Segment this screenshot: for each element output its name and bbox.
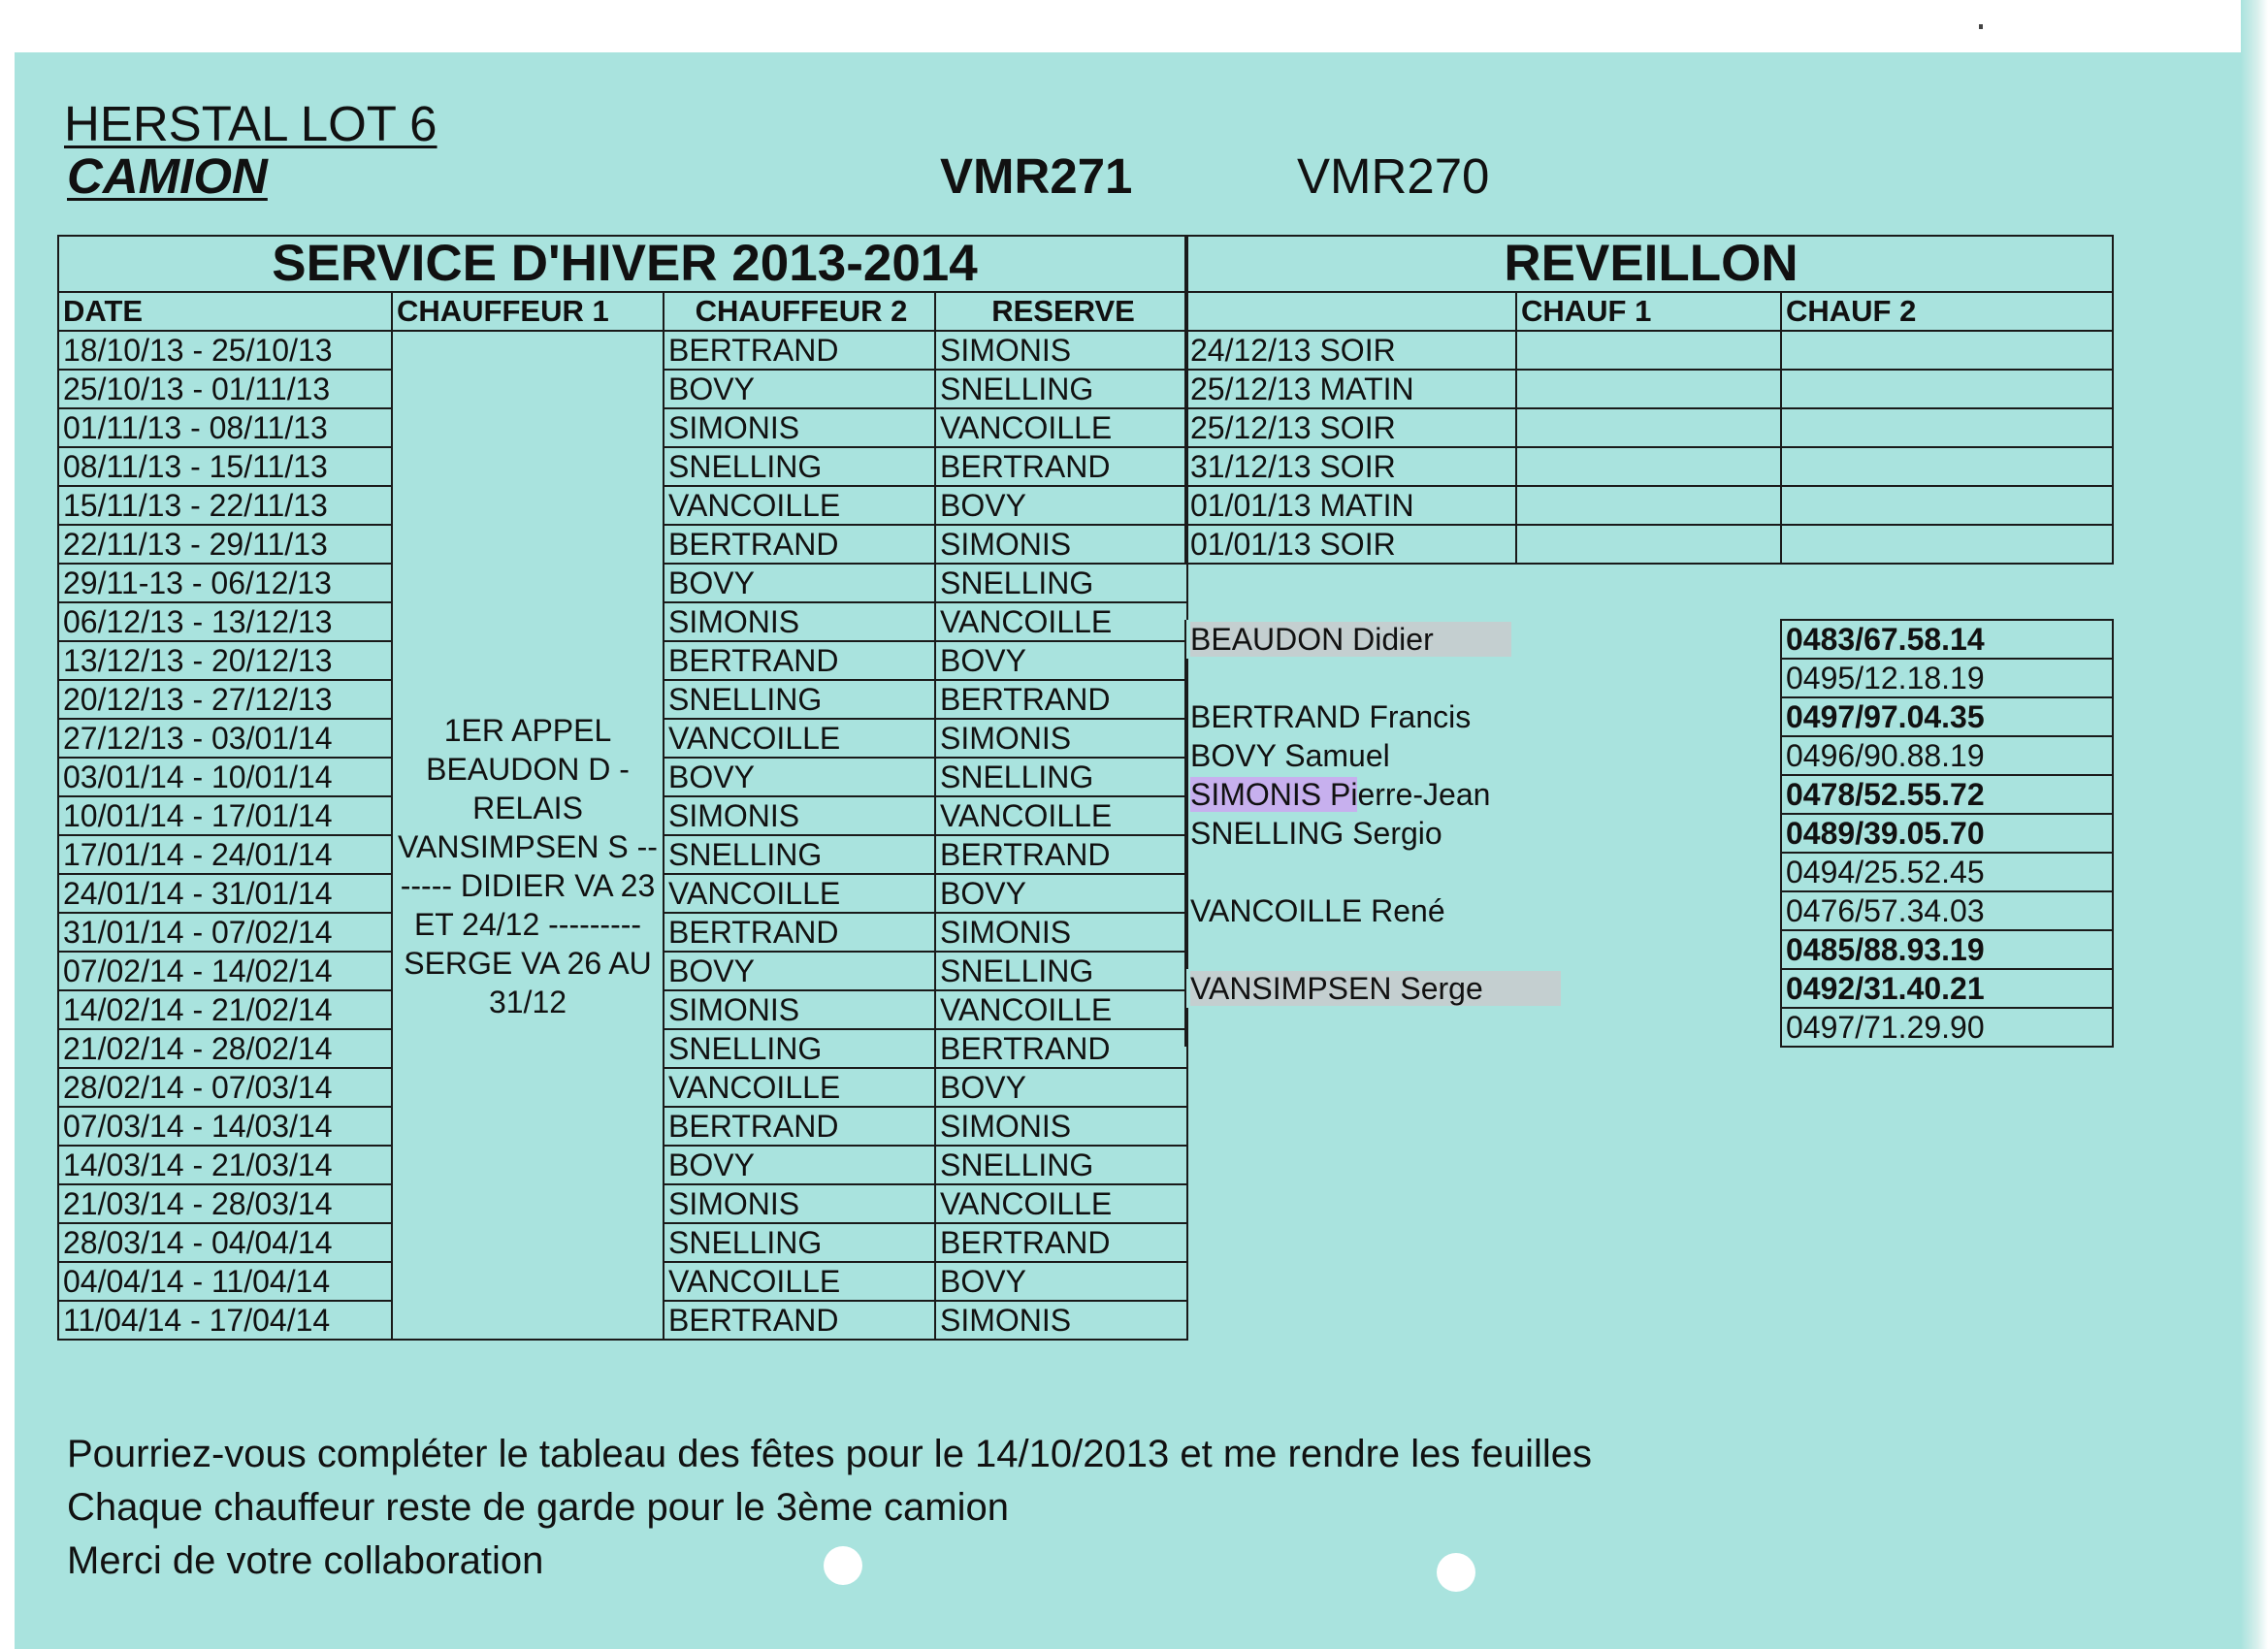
date-cell: 01/11/13 - 08/11/13 (58, 408, 392, 447)
reserve-cell: SNELLING (935, 952, 1187, 990)
chauffeur-1-note-text: 1ER APPEL BEAUDON D - RELAIS VANSIMPSEN S ------- DIDIER VA 23 ET 24/12 --------- SERGE VA 26 AU 31/12 (398, 713, 658, 1019)
contact-row (1185, 620, 2113, 659)
chauffeur-2-cell: BERTRAND (664, 641, 935, 680)
chauffeur-2-cell: BOVY (664, 564, 935, 602)
col-chauffeur-2: CHAUFFEUR 2 (664, 292, 935, 331)
vehicle-type: CAMION (67, 148, 268, 204)
contact-name (1185, 853, 1781, 891)
date-cell: 22/11/13 - 29/11/13 (58, 525, 392, 564)
reserve-cell: SNELLING (935, 1146, 1187, 1184)
contact-name-main: VANCOILLE René (1190, 893, 1445, 928)
contact-name-main: SNELLING Sergio (1190, 816, 1442, 851)
contact-name-main: VANSIMPSEN Serge (1190, 971, 1561, 1006)
reserve-cell: SIMONIS (935, 913, 1187, 952)
reserve-cell: BERTRAND (935, 447, 1187, 486)
reveillon-row (1185, 486, 2113, 525)
reveillon-slot: 24/12/13 SOIR (1185, 331, 1516, 370)
chauffeur-2-cell: SNELLING (664, 835, 935, 874)
date-cell: 07/03/14 - 14/03/14 (58, 1107, 392, 1146)
contact-phone: 0476/57.34.03 (1781, 891, 2113, 930)
date-cell: 10/01/14 - 17/01/14 (58, 796, 392, 835)
date-cell: 14/02/14 - 21/02/14 (58, 990, 392, 1029)
date-cell: 28/02/14 - 07/03/14 (58, 1068, 392, 1107)
chauf-1-cell (1516, 447, 1781, 486)
table-row (58, 331, 1187, 370)
date-cell: 28/03/14 - 04/04/14 (58, 1223, 392, 1262)
date-cell: 27/12/13 - 03/01/14 (58, 719, 392, 758)
reveillon-slot: 01/01/13 MATIN (1185, 486, 1516, 525)
contact-row (1185, 697, 2113, 736)
reserve-cell: SIMONIS (935, 1301, 1187, 1340)
date-cell: 14/03/14 - 21/03/14 (58, 1146, 392, 1184)
date-cell: 21/03/14 - 28/03/14 (58, 1184, 392, 1223)
chauf-2-cell (1781, 447, 2113, 486)
date-cell: 04/04/14 - 11/04/14 (58, 1262, 392, 1301)
reveillon-row (1185, 447, 2113, 486)
reveillon-row (1185, 331, 2113, 370)
reserve-cell: VANCOILLE (935, 602, 1187, 641)
vehicle-plate-1: VMR271 (940, 148, 1133, 204)
reveillon-slot: 25/12/13 MATIN (1185, 370, 1516, 408)
reserve-cell: SNELLING (935, 758, 1187, 796)
reserve-cell: SIMONIS (935, 331, 1187, 370)
contact-phone: 0489/39.05.70 (1781, 814, 2113, 853)
col-date: DATE (58, 292, 392, 331)
reserve-cell: BOVY (935, 1262, 1187, 1301)
contact-name (1185, 775, 1781, 814)
contact-row (1185, 736, 2113, 775)
reserve-cell: SNELLING (935, 370, 1187, 408)
reserve-cell: SIMONIS (935, 525, 1187, 564)
date-cell: 21/02/14 - 28/02/14 (58, 1029, 392, 1068)
chauf-2-cell (1781, 525, 2113, 564)
chauf-1-cell (1516, 331, 1781, 370)
reserve-cell: SNELLING (935, 564, 1187, 602)
vehicle-plate-2: VMR270 (1297, 148, 1490, 204)
contact-name (1185, 659, 1781, 697)
chauffeur-2-cell: BOVY (664, 370, 935, 408)
reserve-cell: SIMONIS (935, 719, 1187, 758)
date-cell: 18/10/13 - 25/10/13 (58, 331, 392, 370)
contact-row (1185, 775, 2113, 814)
chauffeur-2-cell: SIMONIS (664, 1184, 935, 1223)
chauf-1-cell (1516, 370, 1781, 408)
contact-name (1185, 620, 1781, 659)
contact-phone: 0496/90.88.19 (1781, 736, 2113, 775)
chauf-2-cell (1781, 408, 2113, 447)
date-cell: 03/01/14 - 10/01/14 (58, 758, 392, 796)
contact-phone: 0495/12.18.19 (1781, 659, 2113, 697)
reveillon-slot: 01/01/13 SOIR (1185, 525, 1516, 564)
reserve-cell: BOVY (935, 641, 1187, 680)
chauffeur-2-cell: SIMONIS (664, 990, 935, 1029)
chauffeur-2-cell: SIMONIS (664, 408, 935, 447)
note-line: Merci de votre collaboration (67, 1539, 544, 1582)
reserve-cell: BOVY (935, 874, 1187, 913)
reserve-cell: VANCOILLE (935, 796, 1187, 835)
contact-phone: 0497/71.29.90 (1781, 1008, 2113, 1047)
contact-name (1185, 891, 1781, 930)
date-cell: 29/11-13 - 06/12/13 (58, 564, 392, 602)
contact-name-main: BEAUDON Didier (1190, 622, 1511, 657)
chauffeur-2-cell: SNELLING (664, 1223, 935, 1262)
date-cell: 31/01/14 - 07/02/14 (58, 913, 392, 952)
reveillon-title: REVEILLON (1185, 236, 2113, 292)
date-cell: 06/12/13 - 13/12/13 (58, 602, 392, 641)
chauffeur-2-cell: BOVY (664, 952, 935, 990)
punch-hole (824, 1546, 862, 1585)
chauffeur-2-cell: BOVY (664, 1146, 935, 1184)
contact-name-main: BOVY Samuel (1190, 738, 1390, 773)
contact-name (1185, 969, 1781, 1008)
date-cell: 15/11/13 - 22/11/13 (58, 486, 392, 525)
reserve-cell: SIMONIS (935, 1107, 1187, 1146)
site-title: HERSTAL LOT 6 (64, 96, 437, 151)
paper-edge (2241, 0, 2268, 1649)
contact-phone: 0492/31.40.21 (1781, 969, 2113, 1008)
chauffeur-2-cell: SIMONIS (664, 796, 935, 835)
reveillon-table (1184, 235, 2114, 565)
reserve-cell: BERTRAND (935, 680, 1187, 719)
chauf-1-cell (1516, 525, 1781, 564)
chauffeur-2-cell: SNELLING (664, 447, 935, 486)
contact-name (1185, 930, 1781, 969)
winter-service-table (57, 235, 1188, 1341)
date-cell: 08/11/13 - 15/11/13 (58, 447, 392, 486)
contact-name (1185, 697, 1781, 736)
contacts-table (1184, 619, 2114, 1048)
date-cell: 13/12/13 - 20/12/13 (58, 641, 392, 680)
contact-row (1185, 814, 2113, 853)
contact-name-main: BERTRAND Francis (1190, 699, 1472, 734)
contact-name (1185, 814, 1781, 853)
col-chauf-2: CHAUF 2 (1781, 292, 2113, 331)
chauffeur-2-cell: BERTRAND (664, 525, 935, 564)
reveillon-slot: 25/12/13 SOIR (1185, 408, 1516, 447)
col-reserve: RESERVE (935, 292, 1187, 331)
reveillon-row (1185, 370, 2113, 408)
chauffeur-2-cell: SNELLING (664, 680, 935, 719)
date-cell: 25/10/13 - 01/11/13 (58, 370, 392, 408)
chauf-1-cell (1516, 486, 1781, 525)
reveillon-row (1185, 408, 2113, 447)
contact-phone: 0478/52.55.72 (1781, 775, 2113, 814)
chauffeur-2-cell: VANCOILLE (664, 486, 935, 525)
chauffeur-2-cell: VANCOILLE (664, 1262, 935, 1301)
chauf-2-cell (1781, 331, 2113, 370)
reserve-cell: VANCOILLE (935, 408, 1187, 447)
contact-name-rest: erre-Jean (1357, 777, 1491, 812)
col-chauf-1: CHAUF 1 (1516, 292, 1781, 331)
reserve-cell: BERTRAND (935, 1223, 1187, 1262)
contact-row (1185, 659, 2113, 697)
contact-row (1185, 1008, 2113, 1047)
note-line: Chaque chauffeur reste de garde pour le 3ème camion (67, 1486, 1009, 1529)
chauf-1-cell (1516, 408, 1781, 447)
chauf-2-cell (1781, 486, 2113, 525)
reserve-cell: BOVY (935, 1068, 1187, 1107)
contact-row (1185, 853, 2113, 891)
winter-title: SERVICE D'HIVER 2013-2014 (58, 236, 1187, 292)
contact-phone: 0485/88.93.19 (1781, 930, 2113, 969)
chauffeur-2-cell: BERTRAND (664, 913, 935, 952)
chauffeur-2-cell: VANCOILLE (664, 719, 935, 758)
chauffeur-2-cell: SNELLING (664, 1029, 935, 1068)
reserve-cell: VANCOILLE (935, 990, 1187, 1029)
punch-hole (1437, 1553, 1475, 1592)
date-cell: 24/01/14 - 31/01/14 (58, 874, 392, 913)
contact-row (1185, 891, 2113, 930)
reserve-cell: BERTRAND (935, 1029, 1187, 1068)
date-cell: 20/12/13 - 27/12/13 (58, 680, 392, 719)
reveillon-slot: 31/12/13 SOIR (1185, 447, 1516, 486)
reveillon-row (1185, 525, 2113, 564)
reserve-cell: BOVY (935, 486, 1187, 525)
chauffeur-2-cell: BOVY (664, 758, 935, 796)
chauffeur-2-cell: VANCOILLE (664, 874, 935, 913)
reserve-cell: BERTRAND (935, 835, 1187, 874)
chauffeur-2-cell: BERTRAND (664, 1301, 935, 1340)
contact-phone: 0494/25.52.45 (1781, 853, 2113, 891)
chauffeur-2-cell: BERTRAND (664, 1107, 935, 1146)
contact-row (1185, 930, 2113, 969)
col-reveillon-slot (1185, 292, 1516, 331)
date-cell: 17/01/14 - 24/01/14 (58, 835, 392, 874)
contact-phone: 0497/97.04.35 (1781, 697, 2113, 736)
contact-row (1185, 969, 2113, 1008)
date-cell: 11/04/14 - 17/04/14 (58, 1301, 392, 1340)
date-cell: 07/02/14 - 14/02/14 (58, 952, 392, 990)
speck-mark (1979, 24, 1983, 29)
contact-name-main: SIMONIS Pi (1190, 777, 1358, 812)
contact-name (1185, 736, 1781, 775)
chauffeur-1-note (392, 331, 664, 1340)
reserve-cell: VANCOILLE (935, 1184, 1187, 1223)
contact-name (1185, 1008, 1781, 1047)
note-line: Pourriez-vous compléter le tableau des fêtes pour le 14/10/2013 et me rendre les feuilles (67, 1433, 1593, 1475)
chauf-2-cell (1781, 370, 2113, 408)
contact-phone: 0483/67.58.14 (1781, 620, 2113, 659)
col-chauffeur-1: CHAUFFEUR 1 (392, 292, 664, 331)
chauffeur-2-cell: BERTRAND (664, 331, 935, 370)
chauffeur-2-cell: SIMONIS (664, 602, 935, 641)
chauffeur-2-cell: VANCOILLE (664, 1068, 935, 1107)
